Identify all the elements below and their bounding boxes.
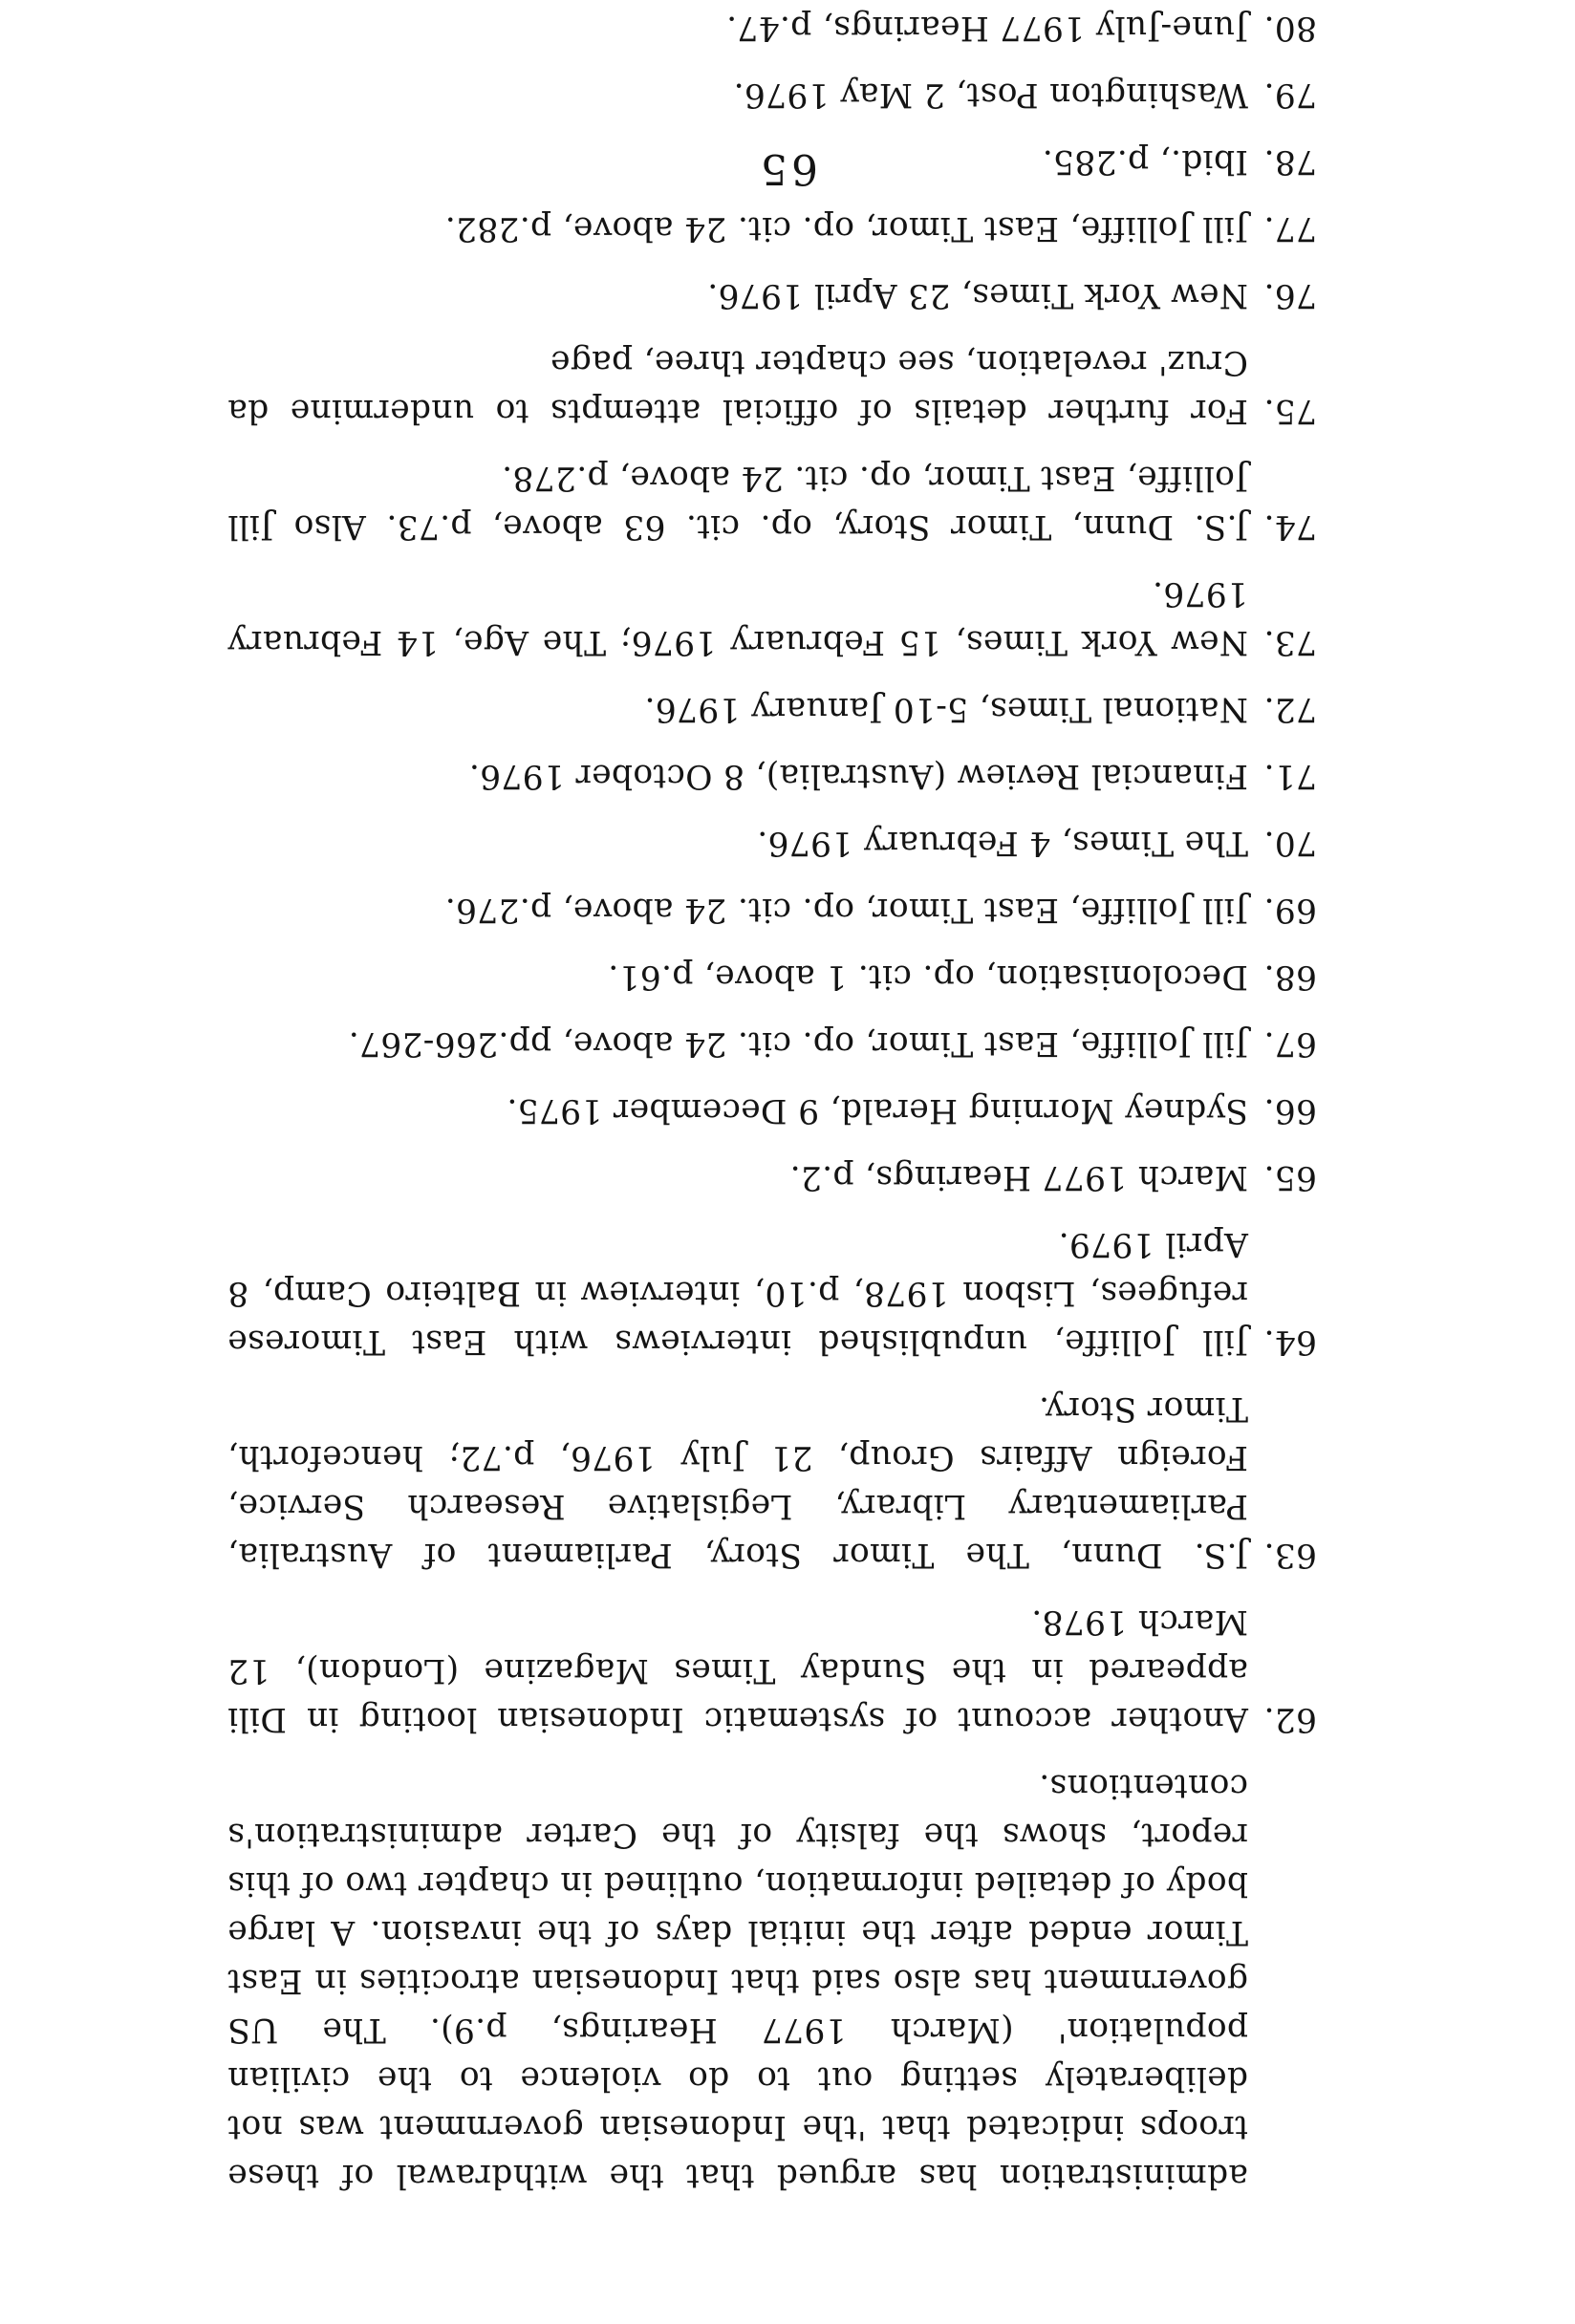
- endnote-number: 74.: [1263, 507, 1317, 546]
- endnote: [227, 1086, 1317, 1134]
- endnote-text: Financial Review (Australia), 8 October 1976.: [468, 757, 1248, 795]
- endnote-number: 68.: [1263, 958, 1317, 996]
- page-number: 65: [757, 144, 818, 193]
- endnote-number: 69.: [1263, 891, 1317, 929]
- endnotes-list: [227, 0, 1317, 2200]
- endnote-text: J.S. Dunn, The Timor Story, Parliament of Australia, Parliamentary Library, Legislative Research Service, Foreign Affairs Group, 21 July 1976, p.72; henceforth, Timor Story.: [227, 1389, 1248, 1574]
- endnote-number: 66.: [1263, 1091, 1317, 1130]
- endnote-number: 79.: [1263, 75, 1317, 114]
- endnote-text: For further details of official attempts to undermine da Cruz' revelation, see chapter three, page: [227, 343, 1248, 430]
- endnote: [227, 1597, 1317, 1743]
- endnote-text: J.S. Dunn, Timor Story, op. cit. 63 above, p.73. Also Jill Jolliffe, East Timor, op. cit. 24 above, p.278.: [227, 459, 1248, 546]
- endnote-number: 72.: [1263, 690, 1317, 728]
- endnote: [227, 453, 1317, 550]
- endnote: [227, 204, 1317, 252]
- endnote-text: Washington Post, 2 May 1976.: [733, 75, 1248, 114]
- endnote: [227, 818, 1317, 867]
- endnote-text: Jill Jolliffe, East Timor, op. cit. 24 above, p.282.: [444, 209, 1248, 247]
- endnote-number: 73.: [1263, 623, 1317, 661]
- endnote-text: The Times, 4 February 1976.: [757, 824, 1248, 862]
- endnote: [227, 1384, 1317, 1579]
- endnote-number: 75.: [1263, 392, 1317, 430]
- endnote-number: 62.: [1263, 1700, 1317, 1738]
- endnote: [227, 270, 1317, 319]
- endnote: [227, 70, 1317, 118]
- endnote-text: Sydney Morning Herald, 9 December 1975.: [507, 1091, 1248, 1130]
- endnote: [227, 1019, 1317, 1067]
- endnote-number: 71.: [1263, 757, 1317, 795]
- endnote-number: 76.: [1263, 276, 1317, 314]
- endnote: [227, 885, 1317, 934]
- endnote-text: Jill Jolliffe, unpublished interviews with East Timorese refugees, Lisbon 1978, p.10, interview in Balteiro Camp, 8 April 1979.: [227, 1225, 1248, 1361]
- endnote: [227, 1219, 1317, 1366]
- endnote-number: 77.: [1263, 209, 1317, 247]
- endnote: [227, 337, 1317, 435]
- lead-paragraph: administration has argued that the withdrawal of these troops indicated that 'the Indonesian government was not deliberately setting out to do violence to the civilian population' (March 1977 Hearings, p.9). The US government has also said that Indonesian atrocities in East Timor ended after the initial days of the invasion. A large body of detailed information, outlined in chapter two of this report, shows the falsity of the Carter administration's contentions.: [227, 1767, 1248, 2195]
- endnote-text: Jill Jolliffe, East Timor, op. cit. 24 above, pp.266-267.: [348, 1024, 1248, 1063]
- endnote-number: 70.: [1263, 824, 1317, 862]
- endnote: [227, 1152, 1317, 1201]
- endnote: [227, 3, 1317, 52]
- endnote: [227, 751, 1317, 800]
- endnote-number: 78.: [1263, 142, 1317, 181]
- endnote-number: 64.: [1263, 1323, 1317, 1361]
- endnote-number: 63.: [1263, 1536, 1317, 1574]
- endnote-number: 65.: [1263, 1158, 1317, 1196]
- endnote-text: New York Times, 15 February 1976; The Age, 14 February 1976.: [227, 574, 1248, 661]
- endnote-number: 67.: [1263, 1024, 1317, 1063]
- endnote: [227, 952, 1317, 1001]
- endnote-text: March 1977 Hearings, p.2.: [789, 1158, 1248, 1196]
- endnote: [227, 569, 1317, 666]
- endnote-text: National Times, 5-10 January 1976.: [644, 690, 1248, 728]
- endnote-text: Ibid., p.285.: [1042, 142, 1248, 181]
- endnote-text: New York Times, 23 April 1976.: [707, 276, 1248, 314]
- endnote: [227, 684, 1317, 733]
- endnote-number: 80.: [1263, 9, 1317, 47]
- endnote-text: Jill Jolliffe, East Timor, op. cit. 24 above, p.276.: [444, 891, 1248, 929]
- endnote-text: Decolonisation, op. cit. 1 above, p.61.: [607, 958, 1248, 996]
- endnote-text: Another account of systematic Indonesian looting in Dili appeared in the Sunday Times Magazine (London), 12 March 1978.: [227, 1603, 1248, 1738]
- endnote-text: June-July 1977 Hearings, p.47.: [725, 9, 1248, 47]
